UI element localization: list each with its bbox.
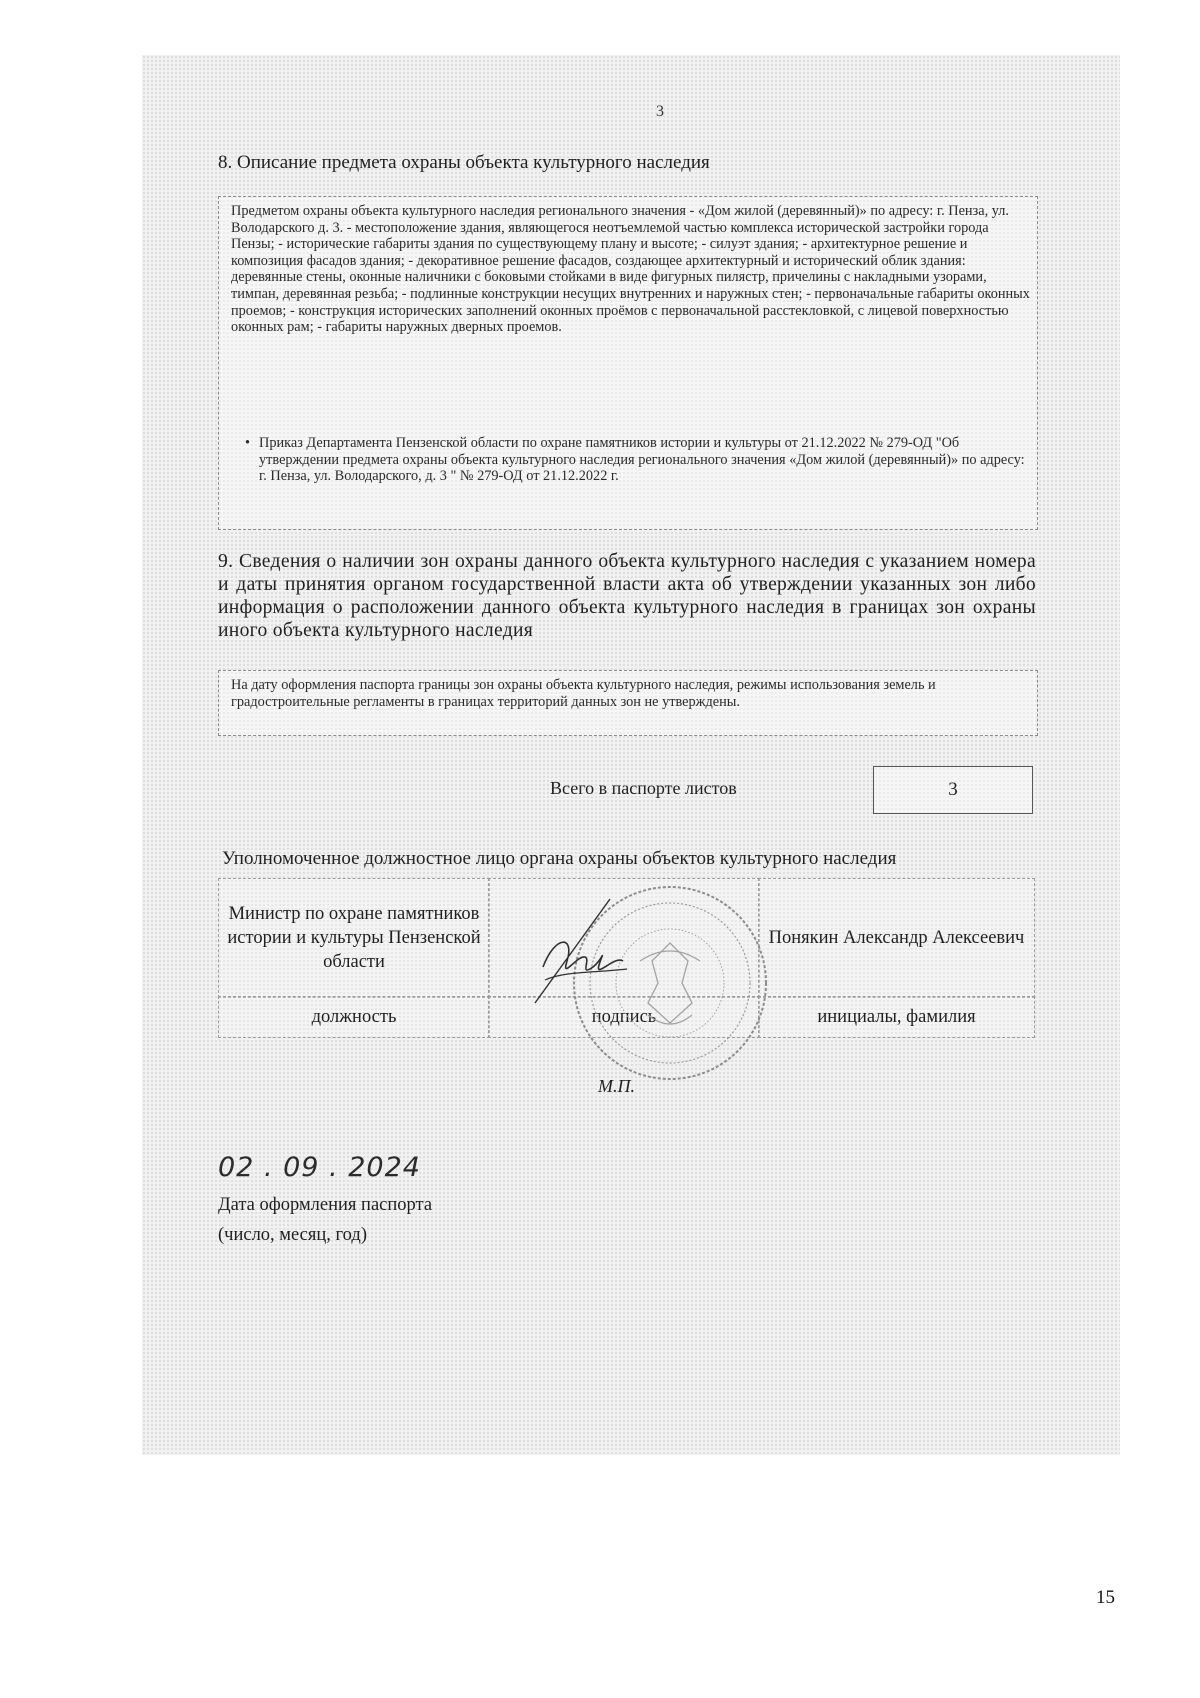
date-format-hint: (число, месяц, год) [218, 1225, 367, 1245]
signature-caption: подпись [488, 996, 760, 1038]
stamp-mark: М.П. [598, 1076, 635, 1096]
page-number-bottom: 15 [1096, 1587, 1115, 1608]
page-number-top: 3 [656, 103, 664, 120]
section-8-bullet: • Приказ Департамента Пензенской области по охране памятников истории и культуры от 21.12.2022 № 279-ОД "Об утверждении предмета охраны объекта культурного наследия регионального значения «Дом жилой (деревянный)» по адресу: г. Пенза, ул. Володарского, д. 3 " № 279-ОД от 21.12.2022 г. [259, 435, 1029, 485]
section-8-heading: 8. Описание предмета охраны объекта культурного наследия [218, 152, 710, 173]
total-sheets-value: 3 [873, 766, 1033, 814]
handwritten-signature [515, 895, 635, 1010]
handwritten-date: 02 . 09 . 2024 [218, 1152, 421, 1183]
section-9-box [218, 670, 1038, 736]
name-cell: Понякин Александр Алексеевич [758, 878, 1035, 998]
section-8-text: Предметом охраны объекта культурного наследия регионального значения - «Дом жилой (деревянный)» по адресу: г. Пенза, ул. Володарского д. 3. - местоположение здания, являющегося неотъемлемой частью комплекса исторической застройки города Пензы; - исторические габариты здания по существующему плану и высоте; - силуэт здания; - архитектурное решение и композиция фасадов здания; - декоративное решение фасадов, создающее архитектурный и исторический облик здания: деревянные стены, оконные наличники с боковыми стойками в виде фигурных пилястр, причелины с накладными узорами, тимпан, деревянная резьба; - подлинные конструкции несущих внутренних и наружных стен; - первоначальные габариты оконных проемов; - конструкция исторических заполнений оконных проёмов с первоначальной расстекловкой, с лицевой поверхностью оконных рам; - габариты наружных дверных проемов. [231, 203, 1030, 336]
date-label: Дата оформления паспорта [218, 1195, 433, 1215]
section-8-box [218, 196, 1038, 530]
authority-heading: Уполномоченное должностное лицо органа охраны объектов культурного наследия [222, 848, 897, 869]
name-caption: инициалы, фамилия [758, 996, 1035, 1038]
position-caption: должность [218, 996, 490, 1038]
section-9-text: На дату оформления паспорта границы зон охраны объекта культурного наследия, режимы использования земель и градостроительные регламенты в границах территорий данных зон не утверждены. [231, 677, 936, 710]
total-sheets-label: Всего в паспорте листов [550, 778, 737, 798]
section-9-heading: 9. Сведения о наличии зон охраны данного объекта культурного наследия с указанием номера и даты принятия органом государственной власти акта об утверждении указанных зон либо информация о расположении данного объекта культурного наследия в границах зон охраны иного объекта культурного наследия [218, 551, 1036, 641]
position-cell: Министр по охране памятников истории и культуры Пензенской области [218, 878, 490, 998]
